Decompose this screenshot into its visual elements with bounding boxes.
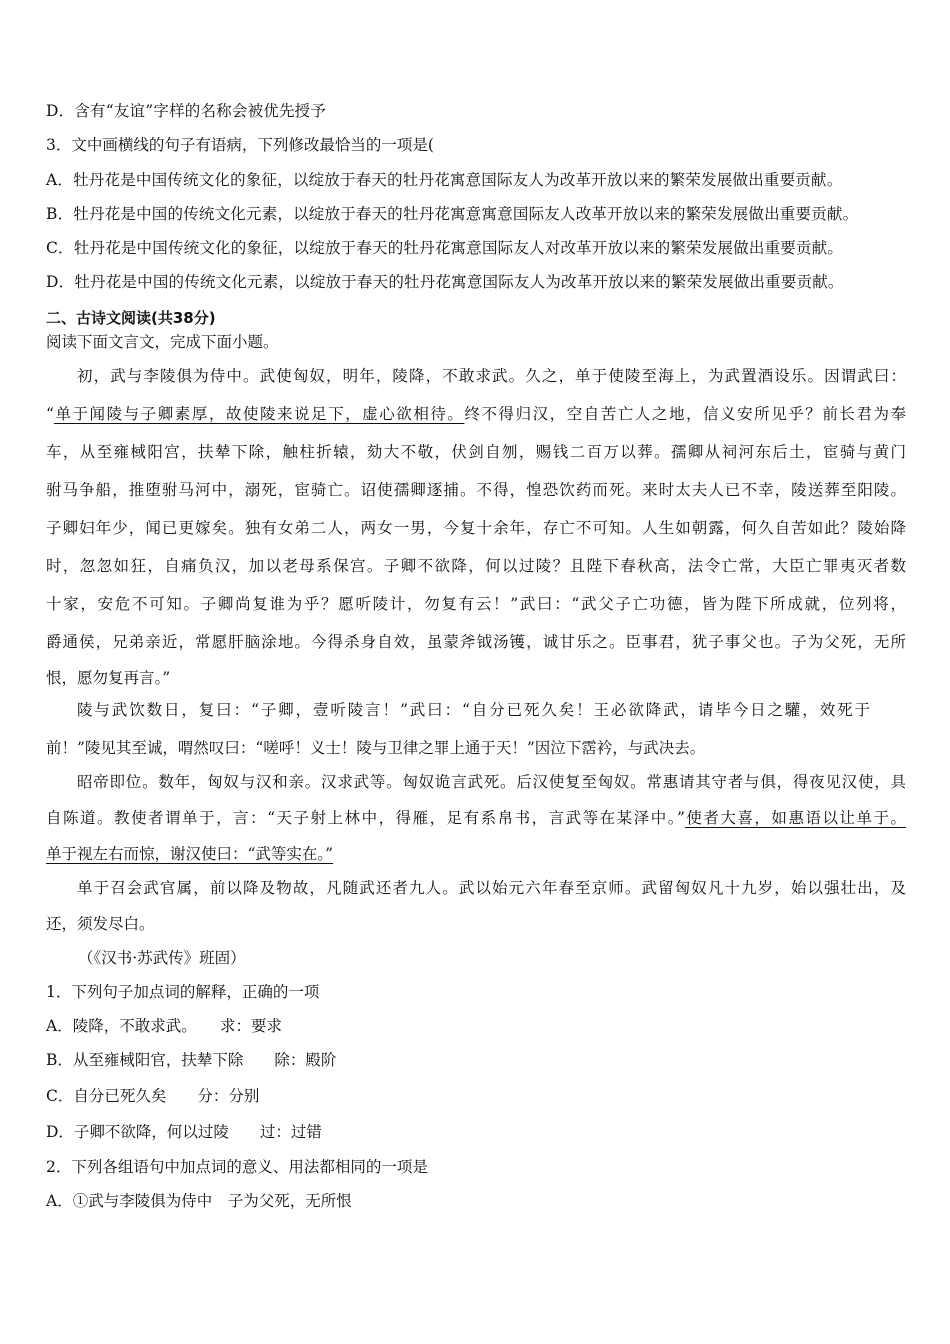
passage-p2-line2: 前！”陵见其至诚，喟然叹曰：“嗟呼！义士！陵与卫律之罪上通于天！”因泣下霑衿，与武决去。 (46, 739, 706, 757)
q1-option-b: B．从至雍棫阳官，扶辇下除 除：殿阶 (46, 1051, 337, 1069)
question-3: 3．文中画横线的句子有语病，下列修改最恰当的一项是( (46, 136, 434, 154)
q2-option-a: A．①武与李陵俱为侍中 子为父死，无所恨 (46, 1192, 352, 1210)
underlined-sentence-3: 单于视左右而惊，谢汉使曰：“武等实在。” (46, 845, 334, 863)
question-1: 1．下列句子加点词的解释，正确的一项 (46, 983, 320, 1001)
passage-p2-line1: 陵与武饮数日，复曰：“子卿，壹听陵言！”武曰：“自分已死久矣！王必欲降武，请毕今日之驩，效死于 (77, 701, 870, 719)
underlined-sentence-2: 使者大喜，如惠语以让单于。 (684, 809, 906, 827)
passage-p1-line7: 十家，安危不可知。子卿尚复谁为乎？愿听陵计，勿复有云！”武曰：“武父子亡功德，皆为陛下所成就，位列将， (46, 595, 906, 613)
passage-p1-line4: 驸马争船，推堕驸马河中，溺死，宦骑亡。诏使孺卿逐捕。不得，惶恐饮药而死。来时太夫人已不幸，陵送葬至阳陵。 (46, 481, 906, 499)
passage-source: （《汉书·苏武传》班固） (78, 949, 246, 967)
q3-option-c: C．牡丹花是中国传统文化的象征，以绽放于春天的牡丹花寓意国际友人对改革开放以来的繁荣发展做出重要贡献。 (46, 239, 844, 257)
reading-instruction: 阅读下面文言文，完成下面小题。 (46, 333, 279, 351)
passage-p1-line9: 恨，愿勿复再言。” (46, 669, 171, 687)
passage-p3-line2 (46, 807, 906, 829)
section-heading: 二、古诗文阅读(共38分) (46, 309, 216, 327)
passage-p1-line1: 初，武与李陵俱为侍中。武使匈奴，明年，陵降，不敢求武。久之，单于使陵至海上，为武置酒设乐。因谓武曰： (77, 367, 906, 385)
passage-p1-line6: 时，忽忽如狂，自痛负汉，加以老母系保宫。子卿不欲降，何以过陵？且陛下春秋高，法令亡常，大臣亡罪夷灭者数 (46, 557, 906, 575)
q3-option-d: D．牡丹花是中国的传统文化元素，以绽放于春天的牡丹花寓意国际友人为改革开放以来的繁荣发展做出重要贡献。 (46, 273, 844, 291)
passage-p1-line8: 爵通侯，兄弟亲近，常愿肝脑涂地。今得杀身自效，虽蒙斧钺汤镬，诚甘乐之。臣事君，犹子事父也。子为父死，无所 (46, 633, 906, 651)
question-2: 2．下列各组语句中加点词的意义、用法都相同的一项是 (46, 1158, 428, 1176)
q1-option-a: A．陵降，不敢求武。 求：要求 (46, 1017, 282, 1035)
passage-p3-line1: 昭帝即位。数年，匈奴与汉和亲。汉求武等。匈奴诡言武死。后汉使复至匈奴。常惠请其守者与俱，得夜见汉使，具 (77, 773, 906, 791)
option-d-prev: D．含有“友谊”字样的名称会被优先授予 (46, 102, 327, 120)
q1-option-c: C．自分已死久矣 分：分别 (46, 1087, 260, 1105)
passage-p1-line2-rest: 终不得归汉，空自苦亡人之地，信义安所见乎？前长君为奉 (464, 405, 906, 423)
passage-p1-line5: 子卿妇年少，闻已更嫁矣。独有女弟二人，两女一男，今复十余年，存亡不可知。人生如朝露，何久自苦如此？陵始降 (46, 519, 906, 537)
passage-p4-line1: 单于召会武官属，前以降及物故，凡随武还者九人。武以始元六年春至京师。武留匈奴凡十九岁，始以强壮出，及 (77, 879, 906, 897)
underlined-sentence-1: 单于闻陵与子卿素厚，故使陵来说足下，虚心欲相待。 (53, 405, 465, 423)
quote-mark: “ (46, 405, 54, 423)
passage-p1-line2 (46, 403, 906, 425)
passage-p3-line2-start: 自陈道。教使者谓单于，言：“天子射上林中，得雁，足有系帛书，言武等在某泽中。” (46, 809, 685, 827)
passage-p3-line3 (46, 843, 906, 865)
q1-option-d: D．子卿不欲降，何以过陵 过：过错 (46, 1123, 322, 1141)
passage-p4-line2: 还，须发尽白。 (46, 915, 155, 933)
q3-option-a: A．牡丹花是中国传统文化的象征，以绽放于春天的牡丹花寓意国际友人为改革开放以来的繁荣发展做出重要贡献。 (46, 171, 843, 189)
passage-p1-line3: 车，从至雍棫阳宫，扶辇下除，触柱折辕，劾大不敬，伏剑自刎，赐钱二百万以葬。孺卿从祠河东后土，宦骑与黄门 (46, 443, 906, 461)
q3-option-b: B．牡丹花是中国的传统文化元素，以绽放于春天的牡丹花寓意寓意国际友人改革开放以来的繁荣发展做出重要贡献。 (46, 205, 859, 223)
